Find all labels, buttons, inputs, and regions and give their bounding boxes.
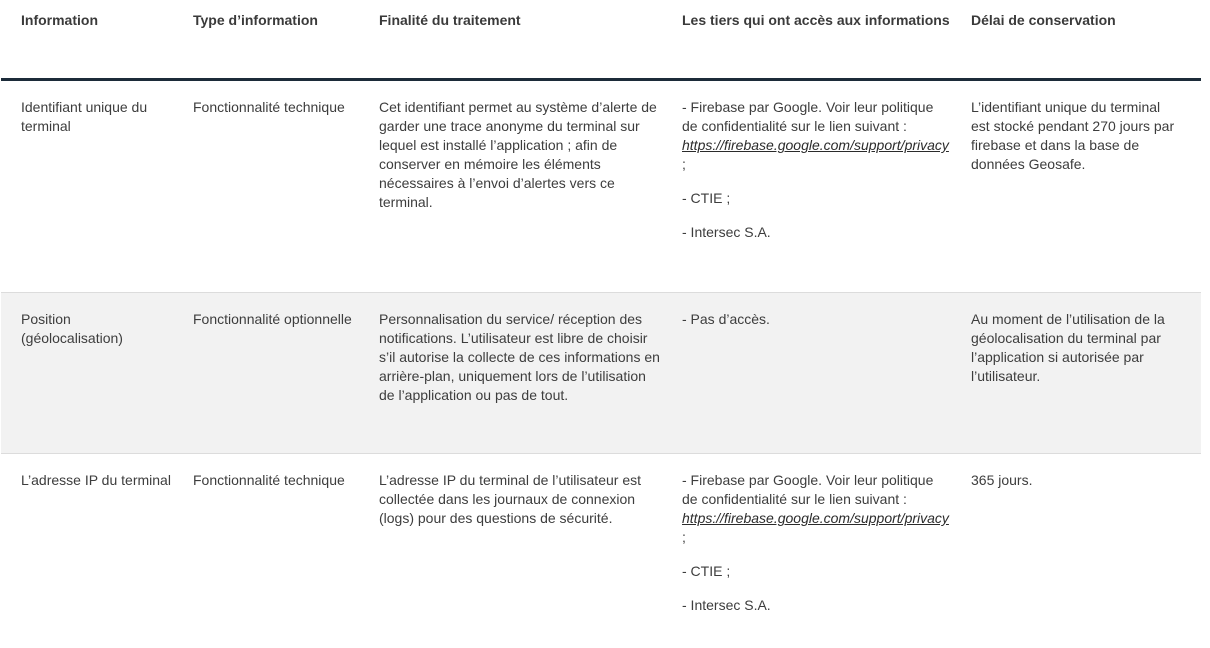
- tiers-firebase: [682, 471, 951, 547]
- header-tiers: Les tiers qui ont accès aux informations: [682, 12, 950, 28]
- tiers-link-suffix: ;: [682, 156, 686, 172]
- tiers-intersec: - Intersec S.A.: [682, 597, 771, 613]
- cell-tiers: [682, 471, 971, 648]
- header-finalite: Finalité du traitement: [379, 12, 521, 28]
- data-processing-table: [1, 0, 1201, 648]
- table-row: [1, 454, 1201, 648]
- cell-information: Position (géolocalisation): [21, 311, 123, 346]
- cell-information: L’adresse IP du terminal: [21, 472, 171, 488]
- tiers-firebase: [682, 98, 951, 174]
- table-header-row: [1, 0, 1201, 81]
- table-row: [1, 81, 1201, 293]
- tiers-intersec: - Intersec S.A.: [682, 224, 771, 240]
- tiers-ctie: - CTIE ;: [682, 190, 731, 206]
- cell-tiers: - Pas d’accès.: [682, 311, 770, 327]
- tiers-firebase-text: - Firebase par Google. Voir leur politique de confidentialité sur le lien suivant :: [682, 472, 934, 507]
- cell-finalite: Cet identifiant permet au système d’alerte de garder une trace anonyme du terminal sur lequel est installé l’application ; afin de conserver en mémoire les éléments nécessaires à l’envoi d’alertes vers ce terminal.: [379, 99, 657, 210]
- cell-information: Identifiant unique du terminal: [21, 99, 148, 134]
- tiers-ctie: - CTIE ;: [682, 563, 731, 579]
- tiers-firebase-text: - Firebase par Google. Voir leur politique de confidentialité sur le lien suivant :: [682, 99, 934, 134]
- header-delai: Délai de conservation: [971, 12, 1116, 28]
- tiers-link-suffix: ;: [682, 529, 686, 545]
- cell-type: Fonctionnalité technique: [193, 99, 345, 115]
- cell-type: Fonctionnalité optionnelle: [193, 311, 352, 327]
- table-row: [1, 293, 1201, 454]
- cell-tiers: [682, 98, 971, 292]
- cell-delai: L’identifiant unique du terminal est stocké pendant 270 jours par firebase et dans la base de données Geosafe.: [971, 99, 1175, 172]
- cell-finalite: Personnalisation du service/ réception des notifications. L’utilisateur est libre de choisir s’il autorise la collecte de ces informations en arrière-plan, uniquement lors de l’utilisation de l’application ou pas de tout.: [379, 311, 660, 403]
- firebase-privacy-link[interactable]: https://firebase.google.com/support/privacy: [682, 510, 949, 526]
- cell-finalite: L’adresse IP du terminal de l’utilisateur est collectée dans les journaux de connexion (logs) pour des questions de sécurité.: [379, 472, 641, 526]
- cell-delai: Au moment de l’utilisation de la géolocalisation du terminal par l’application si autorisée par l’utilisateur.: [971, 311, 1165, 384]
- cell-delai: 365 jours.: [971, 472, 1033, 488]
- header-information: Information: [21, 12, 98, 28]
- firebase-privacy-link[interactable]: https://firebase.google.com/support/privacy: [682, 137, 949, 153]
- cell-type: Fonctionnalité technique: [193, 472, 345, 488]
- header-type: Type d’information: [193, 12, 318, 28]
